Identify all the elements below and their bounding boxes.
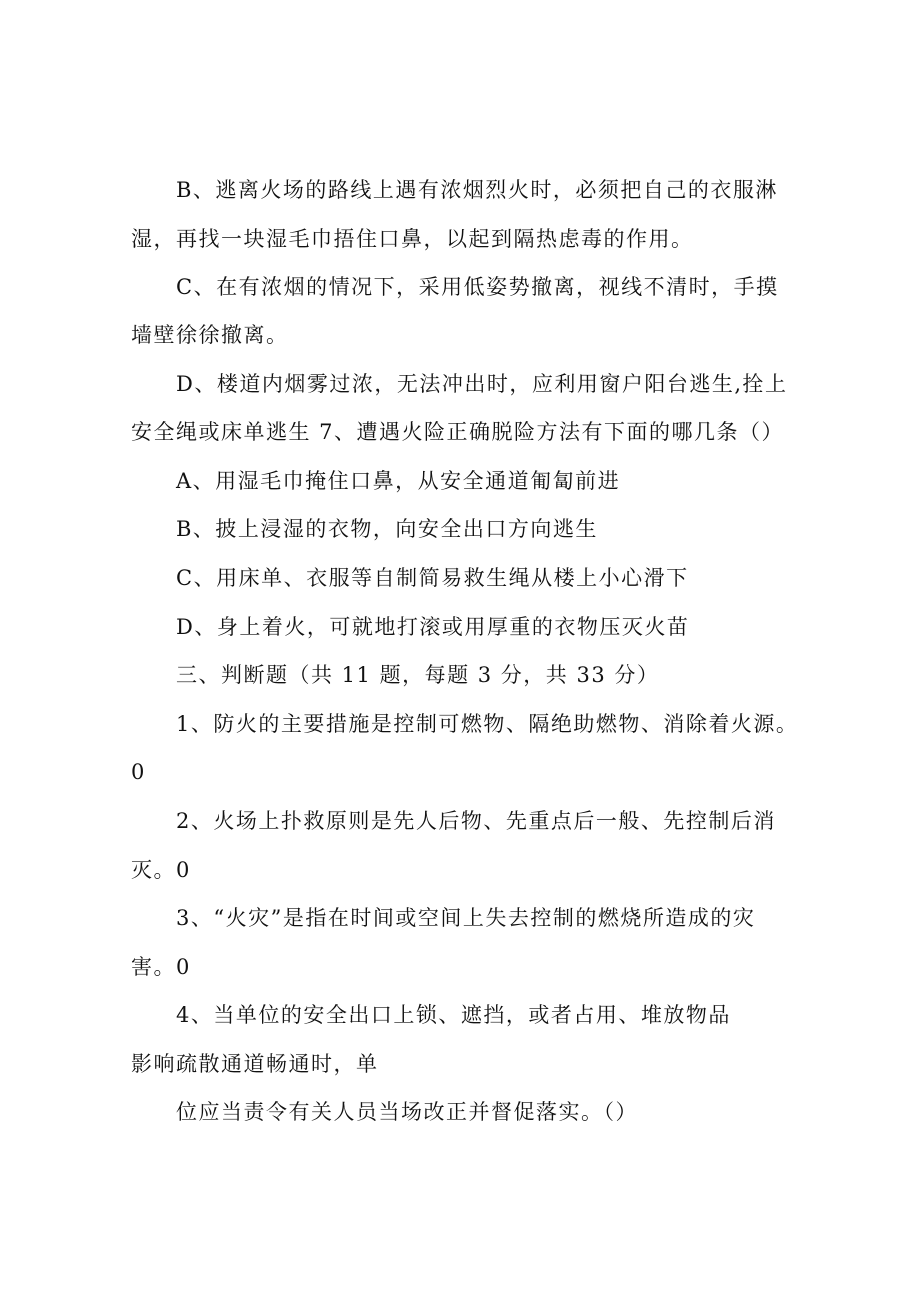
- option-b-line: B、披上浸湿的衣物，向安全出口方向逃生: [176, 517, 598, 541]
- paragraph-line: 安全绳或床单逃生 7、遭遇火险正确脱险方法有下面的哪几条（）: [131, 420, 785, 444]
- question-line: 2、火场上扑救原则是先人后物、先重点后一般、先控制后消: [176, 809, 776, 833]
- paragraph-line: D、楼道内烟雾过浓，无法冲出时，应利用窗户阳台逃生,拴上: [176, 372, 788, 396]
- option-d-line: D、身上着火，可就地打滚或用厚重的衣物压灭火苗: [176, 615, 690, 639]
- paragraph-line: B、逃离火场的路线上遇有浓烟烈火时，必须把自己的衣服淋: [176, 178, 778, 202]
- option-a-line: A、用湿毛巾掩住口鼻，从安全通道匍匐前进: [176, 469, 621, 493]
- question-line: 0: [131, 760, 146, 784]
- section-heading: 三、判断题（共 11 题，每题 3 分，共 33 分）: [176, 663, 660, 687]
- paragraph-line: 湿，再找一块湿毛巾捂住口鼻，以起到隔热虑毒的作用。: [131, 227, 694, 251]
- question-line: 1、防火的主要措施是控制可燃物、隔绝助燃物、消除着火源。: [176, 712, 799, 736]
- paragraph-line: C、在有浓烟的情况下，采用低姿势撤离，视线不清时，手摸: [176, 275, 779, 299]
- question-line: 影响疏散通道畅通时，单: [131, 1052, 379, 1076]
- option-c-line: C、用床单、衣服等自制简易救生绳从楼上小心滑下: [176, 566, 689, 590]
- question-line: 4、当单位的安全出口上锁、遮挡，或者占用、堆放物品: [176, 1003, 731, 1027]
- question-line: 位应当责令有关人员当场改正并督促落实。（）: [176, 1100, 638, 1124]
- paragraph-line: 墙壁徐徐撤离。: [131, 323, 289, 347]
- question-line: 3、“火灾”是指在时间或空间上失去控制的燃烧所造成的灾: [176, 906, 756, 930]
- question-line: 害。0: [131, 955, 191, 979]
- question-line: 灭。0: [131, 858, 191, 882]
